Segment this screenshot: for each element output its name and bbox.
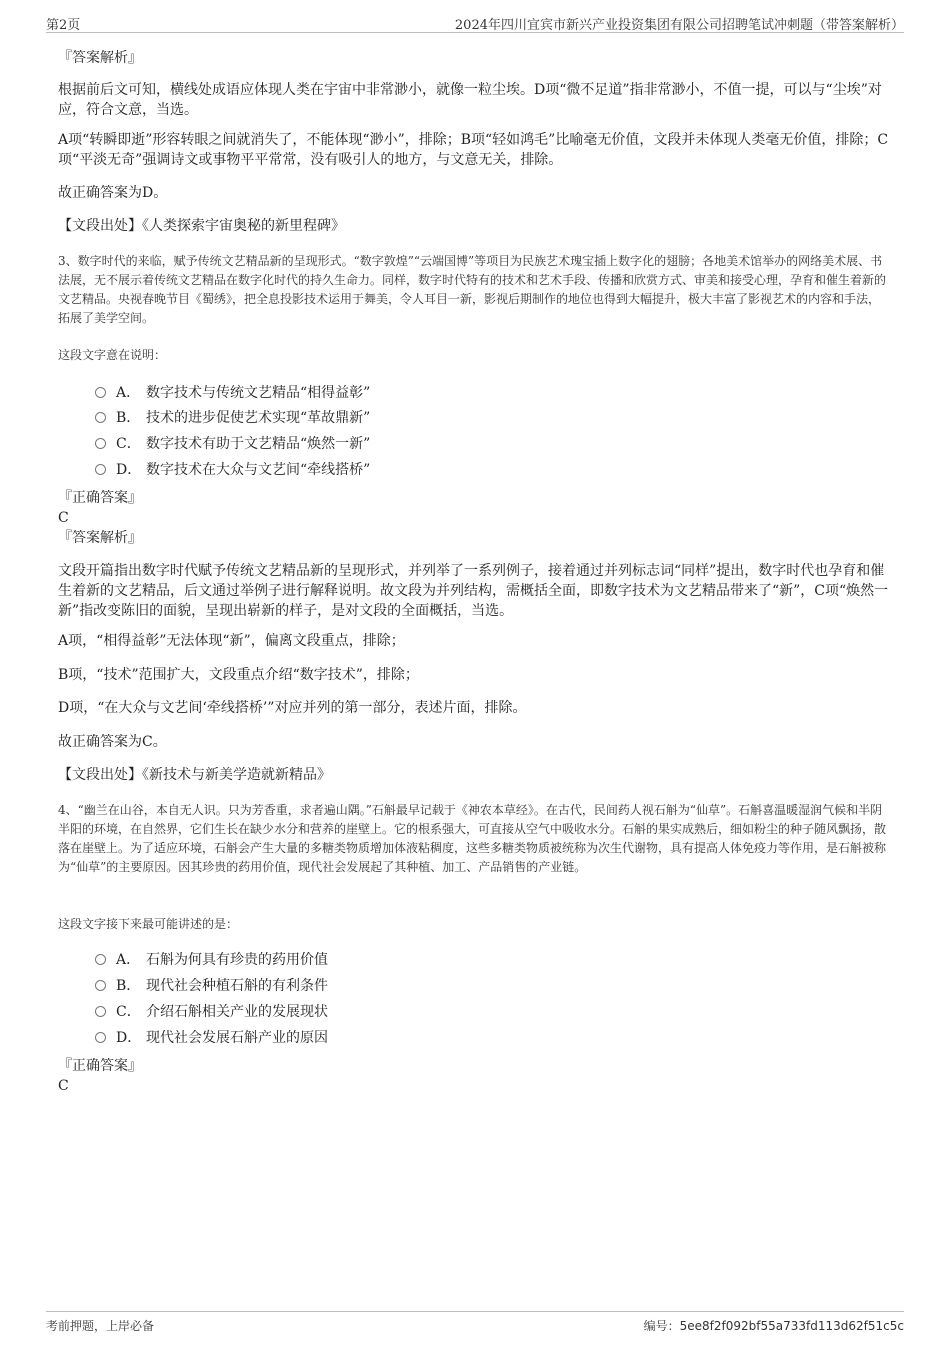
- q4-option-d[interactable]: D． 现代社会发展石斛产业的原因: [95, 1028, 328, 1048]
- q3-source: 【文段出处】《新技术与新美学造就新精品》: [58, 767, 331, 783]
- q2-analysis-p1: 根据前后文可知，横线处成语应体现人类在宇宙中非常渺小，就像一粒尘埃。D项“微不足道”指非常渺小，不值一提，可以与“尘埃”对应，符合文意，当选。: [58, 82, 882, 118]
- radio-icon[interactable]: [95, 412, 106, 423]
- page-header: [46, 10, 904, 33]
- page-number: 第2页: [46, 18, 81, 33]
- q3-question: 这段文字意在说明：: [58, 348, 167, 362]
- radio-icon[interactable]: [95, 954, 106, 965]
- q4-correct-label: 『正确答案』: [58, 1058, 142, 1074]
- q3-correct-label: 『正确答案』: [58, 490, 142, 506]
- radio-icon[interactable]: [95, 980, 106, 991]
- q2-analysis-p2: A项“转瞬即逝”形容转眼之间就消失了，不能体现“渺小”，排除；B项“轻如鸿毛”比喻毫无价值，文段并未体现人类毫无价值，排除；C项“平淡无奇”强调诗文或事物平平常常，没有吸引人的地方，与文意无关，排除。: [58, 132, 889, 168]
- q2-analysis-label: 『答案解析』: [58, 50, 142, 66]
- q3-analysis-p4: D项，“在大众与文艺间‘牵线搭桥’”对应并列的第一部分，表述片面，排除。: [58, 700, 527, 716]
- q4-option-c[interactable]: C． 介绍石斛相关产业的发展现状: [95, 1002, 328, 1022]
- page-footer: [46, 1311, 904, 1342]
- q3-analysis-conclusion: 故正确答案为C。: [58, 734, 167, 750]
- q4-correct-answer: C: [58, 1078, 69, 1094]
- radio-icon[interactable]: [95, 438, 106, 449]
- footer-slogan: 考前押题，上岸必备: [46, 1319, 155, 1333]
- q3-analysis-label: 『答案解析』: [58, 530, 142, 546]
- document-title: 2024年四川宜宾市新兴产业投资集团有限公司招聘笔试冲刺题（带答案解析）: [454, 18, 904, 33]
- q3-analysis-p3: B项，“技术”范围扩大，文段重点介绍“数字技术”，排除；: [58, 667, 419, 683]
- q3-passage: 3、数字时代的来临，赋予传统文艺精品新的呈现形式。“数字敦煌”“云端国博”等项目为民族艺术瑰宝插上数字化的翅膀；各地美术馆举办的网络美术展、书法展，无不展示着传统文艺精品在数字化时代的持久生命力。同样，数字时代特有的技术和艺术手段、传播和欣赏方式、审美和接受心理，孕育和催生着新的文艺精品。央视春晚节目《蜀绣》，把全息投影技术运用于舞美，令人耳目一新，影视后期制作的地位也得到大幅提升，极大丰富了影视艺术的内容和手法，拓展了美学空间。: [58, 254, 887, 325]
- radio-icon[interactable]: [95, 464, 106, 475]
- q4-option-b[interactable]: B． 现代社会种植石斛的有利条件: [95, 976, 328, 996]
- q3-analysis-p1: 文段开篇指出数字时代赋予传统文艺精品新的呈现形式，并列举了一系列例子，接着通过并列标志词“同样”提出，数字时代也孕育和催生着新的文艺精品，后文通过举例子进行解释说明。故文段为并列结构，需概括全面，即数字技术为文艺精品带来了“新”，C项“焕然一新”指改变陈旧的面貌，呈现出崭新的样子，是对文段的全面概括，当选。: [58, 563, 889, 619]
- radio-icon[interactable]: [95, 387, 106, 398]
- q3-analysis-p2: A项，“相得益彰”无法体现“新”，偏离文段重点，排除；: [58, 633, 405, 649]
- radio-icon[interactable]: [95, 1032, 106, 1043]
- q4-passage: 4、“幽兰在山谷，本自无人识。只为芳香重，求者遍山隅。”石斛最早记载于《神农本草经》。在古代，民间药人视石斛为“仙草”。石斛喜温暖湿润气候和半阴半阳的环境，在自然界，它们生长在缺少水分和营养的崖壁上。它的根系强大，可直接从空气中吸收水分。石斛的果实成熟后，细如粉尘的种子随风飘扬，散落在崖壁上。为了适应环境，石斛会产生大量的多糖类物质增加体液粘稠度，这些多糖类物质被统称为次生代谢物，具有提高人体免疫力等作用，是石斛被称为“仙草”的主要原因。因其珍贵的药用价值，现代社会发展起了其种植、加工、产品销售的产业链。: [58, 803, 887, 874]
- document-code: 编号：5ee8f2f092bf55a733fd113d62f51c5c: [643, 1319, 904, 1333]
- radio-icon[interactable]: [95, 1006, 106, 1017]
- q3-correct-answer: C: [58, 510, 69, 526]
- q4-question: 这段文字接下来最可能讲述的是：: [58, 917, 239, 931]
- q2-source: 【文段出处】《人类探索宇宙奥秘的新里程碑》: [58, 218, 345, 234]
- q3-option-a[interactable]: A． 数字技术与传统文艺精品“相得益彰”: [95, 383, 370, 403]
- q3-option-c[interactable]: C． 数字技术有助于文艺精品“焕然一新”: [95, 434, 370, 454]
- q3-option-d[interactable]: D． 数字技术在大众与文艺间“牵线搭桥”: [95, 460, 370, 480]
- q3-option-b[interactable]: B． 技术的进步促使艺术实现“革故鼎新”: [95, 408, 370, 428]
- q2-analysis-conclusion: 故正确答案为D。: [58, 185, 168, 201]
- q4-option-a[interactable]: A． 石斛为何具有珍贵的药用价值: [95, 950, 328, 970]
